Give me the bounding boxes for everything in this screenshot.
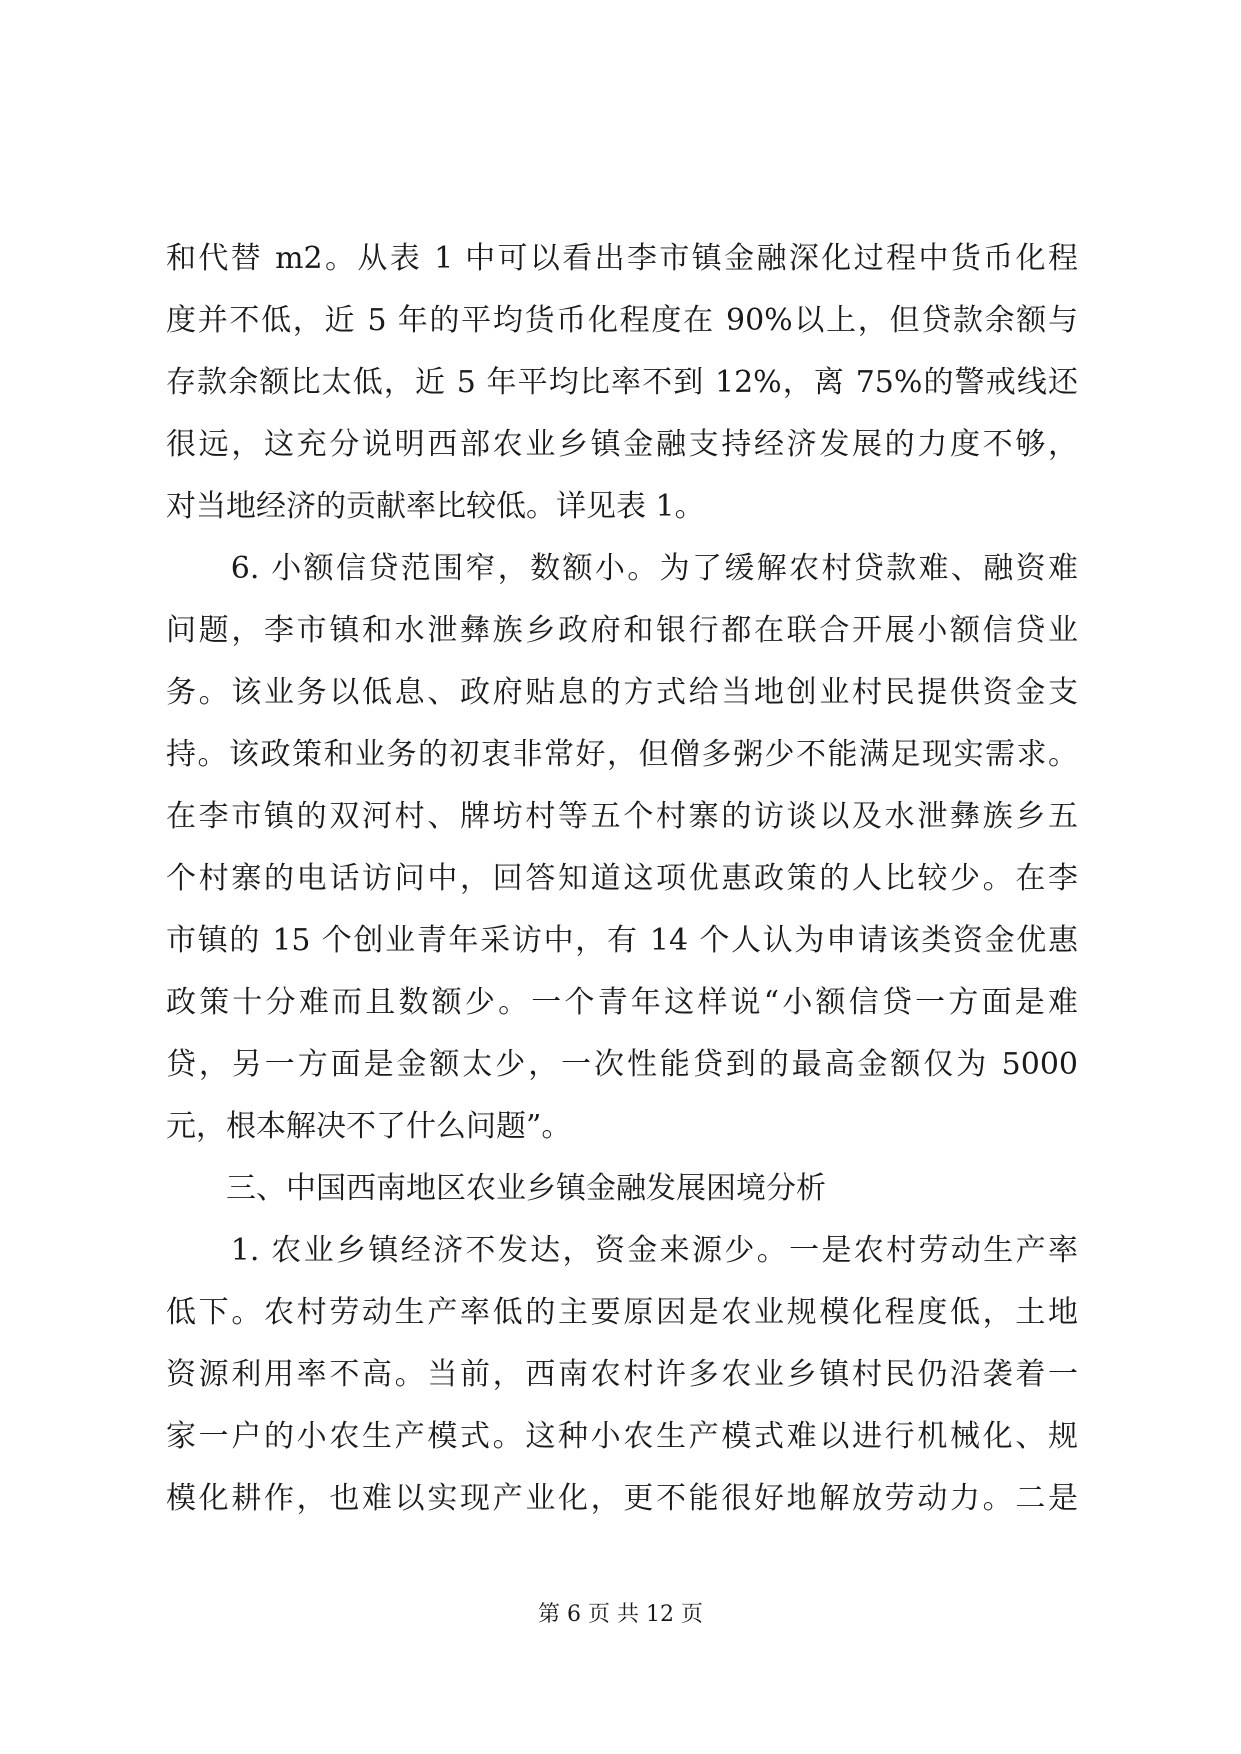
text-line: 很远，这充分说明西部农业乡镇金融支持经济发展的力度不够， bbox=[166, 427, 1078, 462]
text-line: 对当地经济的贡献率比较低。详见表 1。 bbox=[166, 489, 705, 524]
text-line: 市镇的 15 个创业青年采访中，有 14 个人认为申请该类资金优惠 bbox=[166, 923, 1078, 958]
text-line: 务。该业务以低息、政府贴息的方式给当地创业村民提供资金支 bbox=[166, 675, 1078, 710]
text-line: 贷，另一方面是金额太少，一次性能贷到的最高金额仅为 5000 bbox=[166, 1047, 1078, 1082]
section-heading: 三、中国西南地区农业乡镇金融发展困境分析 bbox=[166, 1171, 826, 1206]
text-line: 在李市镇的双河村、牌坊村等五个村寨的访谈以及水泄彝族乡五 bbox=[166, 799, 1078, 834]
text-line: 6. 小额信贷范围窄，数额小。为了缓解农村贷款难、融资难 bbox=[166, 551, 1078, 586]
page-footer: 第 6 页 共 12 页 bbox=[538, 1602, 703, 1627]
text-line: 问题，李市镇和水泄彝族乡政府和银行都在联合开展小额信贷业 bbox=[166, 613, 1078, 648]
text-line: 度并不低，近 5 年的平均货币化程度在 90%以上，但贷款余额与 bbox=[166, 303, 1078, 338]
text-line: 1. 农业乡镇经济不发达，资金来源少。一是农村劳动生产率 bbox=[166, 1233, 1078, 1268]
text-line: 元，根本解决不了什么问题”。 bbox=[166, 1109, 572, 1144]
text-line: 资源利用率不高。当前，西南农村许多农业乡镇村民仍沿袭着一 bbox=[166, 1357, 1078, 1392]
text-line: 和代替 m2。从表 1 中可以看出李市镇金融深化过程中货币化程 bbox=[166, 241, 1078, 276]
text-line: 家一户的小农生产模式。这种小农生产模式难以进行机械化、规 bbox=[166, 1419, 1078, 1454]
text-line: 政策十分难而且数额少。一个青年这样说“小额信贷一方面是难 bbox=[166, 985, 1078, 1020]
text-line: 低下。农村劳动生产率低的主要原因是农业规模化程度低，土地 bbox=[166, 1295, 1078, 1330]
text-line: 存款余额比太低，近 5 年平均比率不到 12%，离 75%的警戒线还 bbox=[166, 365, 1078, 400]
text-line: 模化耕作，也难以实现产业化，更不能很好地解放劳动力。二是 bbox=[166, 1481, 1078, 1516]
text-line: 个村寨的电话访问中，回答知道这项优惠政策的人比较少。在李 bbox=[166, 861, 1078, 896]
text-line: 持。该政策和业务的初衷非常好，但僧多粥少不能满足现实需求。 bbox=[166, 737, 1078, 772]
body-text bbox=[166, 228, 1078, 1530]
